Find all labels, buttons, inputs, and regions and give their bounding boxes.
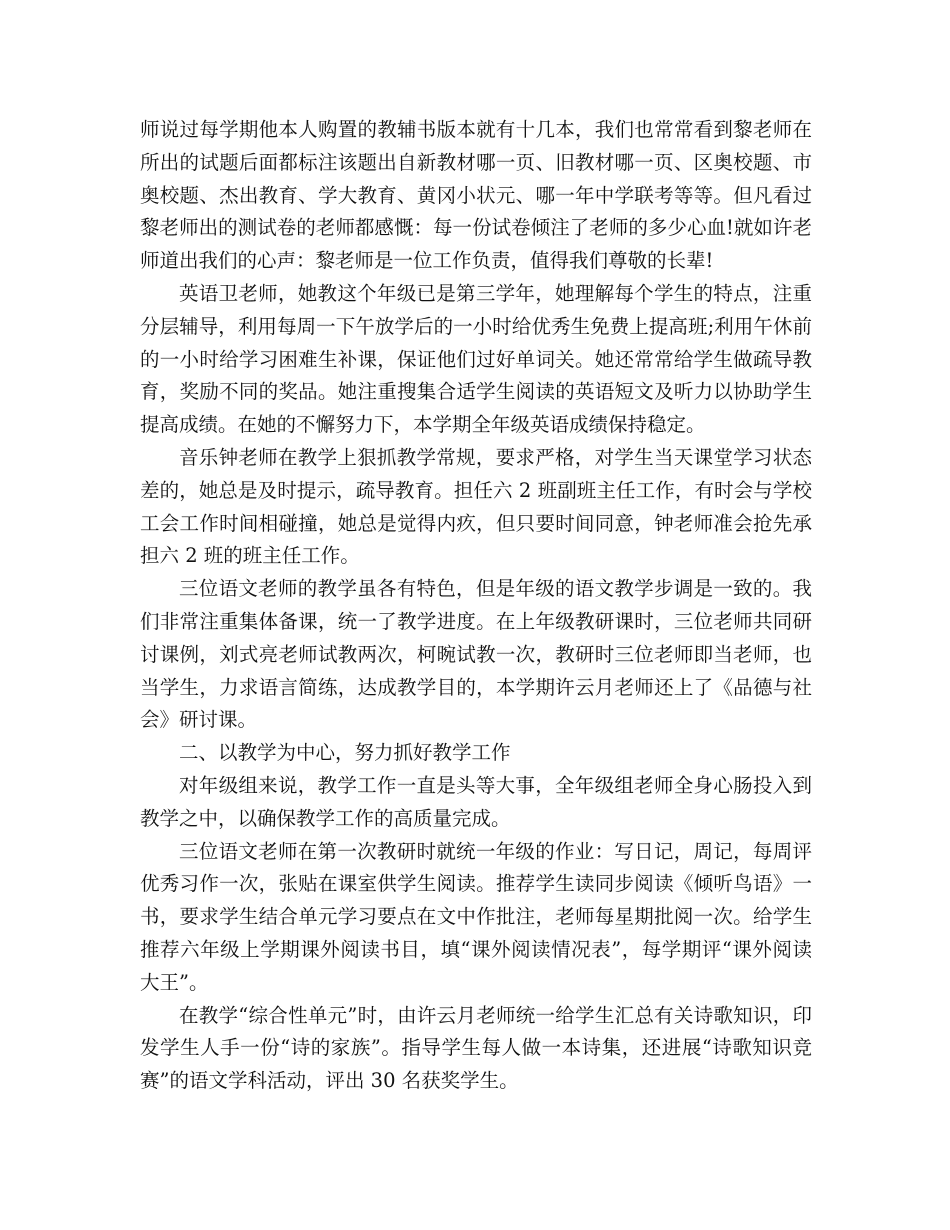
- document-body: [140, 114, 812, 1098]
- paragraph-teaching-priority: 对年级组来说，教学工作一直是头等大事，全年级组老师全身心肠投入到教学之中，以确保教学工作的高质量完成。: [140, 773, 812, 830]
- paragraph-music-teacher: 音乐钟老师在教学上狠抓教学常规，要求严格，对学生当天课堂学习状态差的，她总是及时提示，疏导教育。担任六 2 班副班主任工作，有时会与学校工会工作时间相碰撞，她总是觉得内疚，但只要时间同意，钟老师准会抢先承担六 2 班的班主任工作。: [140, 445, 812, 568]
- paragraph-homework: 三位语文老师在第一次教研时就统一年级的作业：写日记，周记，每周评优秀习作一次，张贴在课室供学生阅读。推荐学生读同步阅读《倾听鸟语》一书，要求学生结合单元学习要点在文中作批注，老师每星期批阅一次。给学生推荐六年级上学期课外阅读书目，填“课外阅读情况表”，每学期评“课外阅读大王”。: [140, 839, 812, 994]
- paragraph-chinese-teachers: 三位语文老师的教学虽各有特色，但是年级的语文教学步调是一致的。我们非常注重集体备课，统一了教学进度。在上年级教研课时，三位老师共同研讨课例，刘式亮老师试教两次，柯晼试教一次，教研时三位老师即当老师，也当学生，力求语言简练，达成教学目的，本学期许云月老师还上了《品德与社会》研讨课。: [140, 577, 812, 732]
- paragraph-poetry-unit: 在教学“综合性单元”时，由许云月老师统一给学生汇总有关诗歌知识，印发学生人手一份“诗的家族”。指导学生每人做一本诗集，还进展“诗歌知识竞赛”的语文学科活动，评出 30 名获奖学生。: [140, 1003, 812, 1093]
- paragraph-continuation: 师说过每学期他本人购置的教辅书版本就有十几本，我们也常常看到黎老师在所出的试题后面都标注该题出自新教材哪一页、旧教材哪一页、区奥校题、市奥校题、杰出教育、学大教育、黄冈小状元、哪一年中学联考等等。但凡看过黎老师出的测试卷的老师都感慨：每一份试卷倾注了老师的多少心血!就如许老师道出我们的心声：黎老师是一位工作负责，值得我们尊敬的长辈!: [140, 118, 812, 273]
- paragraph-english-teacher: 英语卫老师，她教这个年级已是第三学年，她理解每个学生的特点，注重分层辅导，利用每周一下午放学后的一小时给优秀生免费上提高班;利用午休前的一小时给学习困难生补课，保证他们过好单词关。她还常常给学生做疏导教育，奖励不同的奖品。她注重搜集合适学生阅读的英语短文及听力以协助学生提高成绩。在她的不懈努力下，本学期全年级英语成绩保持稳定。: [140, 281, 812, 437]
- section-heading: 二、以教学为中心，努力抓好教学工作: [179, 741, 511, 765]
